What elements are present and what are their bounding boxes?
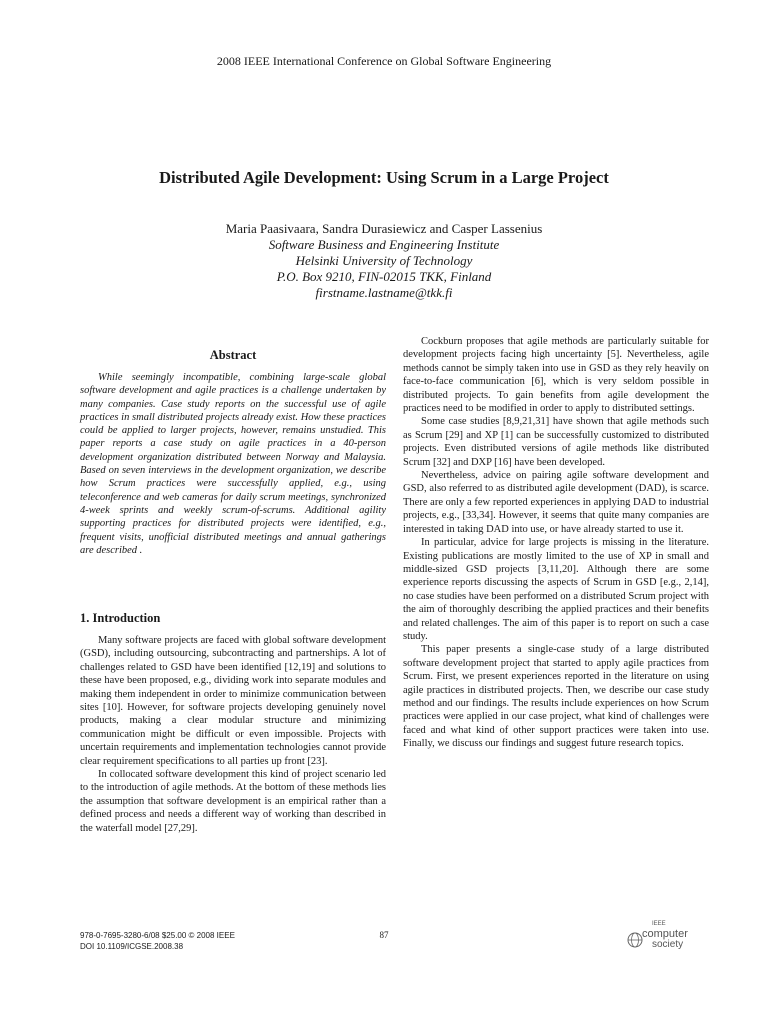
abstract-heading: Abstract [209,348,257,362]
introduction-body [80,634,386,835]
paragraph: This paper presents a single-case study of a large distributed software development project that started to apply agile practices from Scrum. First, we present experiences reported in the literature on using agile practices in distributed projects. Then, we describe our case study method and our findings. The results include experiences on how Scrum practices were applied in our case project, what kind of challenges were faced and what kind of other support practices were taken into use. Finally, we discuss our findings and suggest future research topics. [403,644,709,750]
abstract-text: While seemingly incompatible, combining large-scale global software development and agile practices is a challenge undertaken by many companies. Case study reports on the successful use of agile practices in small distributed projects already exist. How these practices could be applied to larger projects, however, remains unstudied. This paper reports a case study on agile practices in a 40-person development organization distributed between Norway and Malaysia. Based on seven interviews in the development organization, we describe how Scrum practices were successfully applied, e.g., using teleconference and web cameras for daily scrum meetings, synchronized 4-week sprints and weekly scrum-of-scrums. Additional agility supporting practices for distributed projects were identified, e.g., frequent visits, unofficial distributed meetings and annual gatherings are described . [80,372,386,556]
logo-society-text: society [652,939,684,950]
paragraph: In particular, advice for large projects is missing in the literature. Existing publications are mostly limited to the use of XP in small and middle-sized GSD projects [3,11,20]. Although there are some experience reports discussing the aspects of Scrum in GSD [e.g., 2,14], no case studies have been performed on a distributed Scrum project with the aim of thoroughly describing the applied practices and their benefits and related challenges. The aim of this paper is to report on such a case study. [403,537,709,642]
logo-computer-text: computer [642,928,688,940]
affiliation-address: P.O. Box 9210, FIN-02015 TKK, Finland [276,269,492,284]
paragraph: Some case studies [8,9,21,31] have shown that agile methods such as Scrum [29] and XP [1] can be successfully customized to distributed projects. Even distributed versions of agile methods like distributed Scrum [32] and DXP [16] have been developed. [403,416,709,468]
isbn-line: 978-0-7695-3280-6/08 $25.00 © 2008 IEEE [80,931,235,940]
author-list: Maria Paasivaara, Sandra Durasiewicz and Casper Lassenius [225,221,543,236]
paragraph: Cockburn proposes that agile methods are particularly suitable for development projects facing high uncertainty [5]. Nevertheless, agile methods cannot be simply taken into use in GSD as they rely heavily on face-to-face communication [6], which is very seldom possible in distributed projects. To gain benefits from agile development the practices need to be modified in order to apply to distributed settings. [403,336,709,415]
paragraph: Nevertheless, advice on pairing agile software development and GSD, also referred to as distributed agile development (DAD), is scarce. There are only a few reported experiences in applying DAD to industrial projects, e.g., [33,34]. However, it seems that quite many companies are interested in taking DAD into use, or have already started to use it. [403,470,709,535]
affiliation-email: firstname.lastname@tkk.fi [315,285,453,300]
paper-title: Distributed Agile Development: Using Scrum in a Large Project [159,168,609,187]
logo-ieee-text: IEEE [652,921,666,927]
affiliation-university: Helsinki University of Technology [295,253,473,268]
page-number: 87 [379,930,389,940]
introduction-heading: 1. Introduction [80,611,161,625]
doi-line: DOI 10.1109/ICGSE.2008.38 [80,942,184,951]
affiliation-institute: Software Business and Engineering Institute [268,237,500,252]
paragraph: In collocated software development this kind of project scenario led to the introduction of agile methods. At the bottom of these methods lies the assumption that software development is an empirical rather than a defined process and needs a different way of working than described in the waterfall model [27,29]. [80,769,386,834]
paragraph: Many software projects are faced with global software development (GSD), including outsourcing, subcontracting and partnerships. A lot of challenges related to GSD have been identified [12,19] and solutions to these have been proposed, e.g., dividing work into separate modules and making them independent in order to minimize communication between sites [10]. However, for software projects developing genuinely novel products, making a clear modular structure and minimizing communication might be difficult or even impossible. Projects with uncertain requirements and implementation technologies cannot provide clear requirement specifications to all parties up front [23]. [80,635,386,767]
right-column-body [403,335,709,751]
conference-header: 2008 IEEE International Conference on Global Software Engineering [216,54,552,68]
computer-society-logo [626,921,696,951]
